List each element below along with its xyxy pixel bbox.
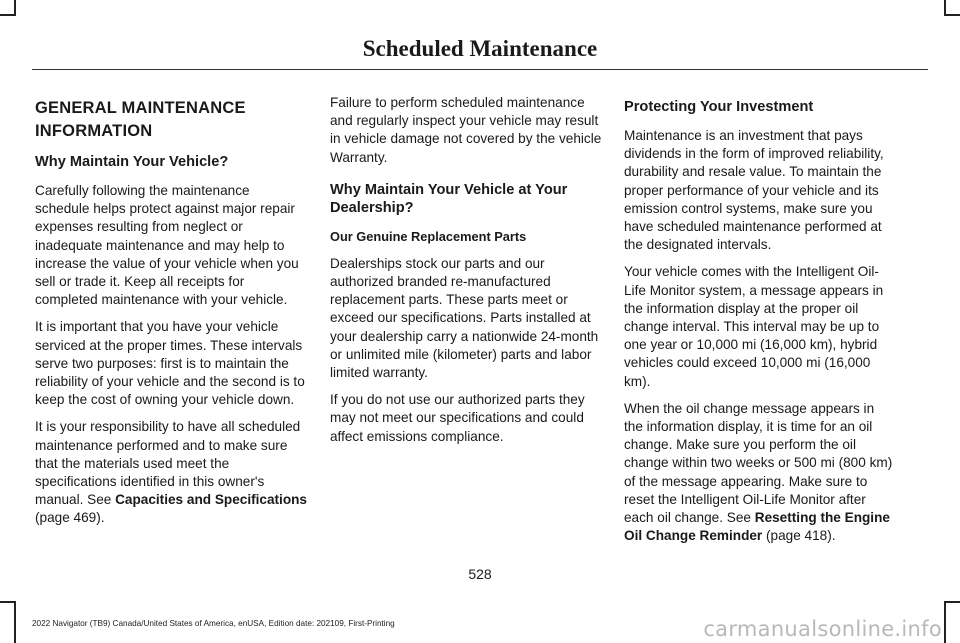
page-title: Scheduled Maintenance bbox=[362, 36, 598, 61]
paragraph: Maintenance is an investment that pays dividends in the form of improved reliability, durability and resale value. To maintain the proper performance of your vehicle and its emission control systems, make sure you have scheduled maintenance performed at the designated intervals. bbox=[624, 128, 884, 253]
paragraph: Your vehicle comes with the Intelligent Oil-Life Monitor system, a message appears in the information display at the proper oil change interval. This interval may be up to one year or 10,000 mi (16,000 km), hybrid vehicles could exceed 10,000 mi (16,000 km). bbox=[624, 264, 884, 389]
subheading-why-maintain: Why Maintain Your Vehicle? bbox=[35, 154, 229, 170]
subheading-genuine-parts: Our Genuine Replacement Parts bbox=[330, 228, 527, 244]
paragraph: Failure to perform scheduled maintenance and regularly inspect your vehicle may result in vehicle damage not covered by the vehicle Warranty. bbox=[330, 95, 602, 165]
page-number: 528 bbox=[468, 566, 492, 582]
column-3 bbox=[624, 94, 896, 554]
paragraph-text: It is your responsibility to have all scheduled maintenance performed and to make sure that the materials used meet the specifications identified in this owner's manual. See bbox=[35, 419, 301, 508]
paragraph bbox=[624, 400, 896, 546]
header-divider bbox=[32, 69, 928, 70]
subheading-protecting-investment: Protecting Your Investment bbox=[624, 99, 814, 115]
column-1 bbox=[35, 94, 307, 537]
section-heading-line-2: INFORMATION bbox=[35, 122, 153, 140]
section-heading-line-1: GENERAL MAINTENANCE bbox=[35, 99, 246, 117]
section-heading bbox=[35, 97, 307, 143]
crop-mark-top-left bbox=[0, 0, 16, 16]
footer-edition-info: 2022 Navigator (TB9) Canada/United States of America, enUSA, Edition date: 202109, First-Printing bbox=[32, 619, 395, 628]
crop-mark-bottom-right bbox=[944, 601, 960, 643]
paragraph: Dealerships stock our parts and our authorized branded re-manufactured replacement parts. These parts meet or exceed our specifications. Parts installed at your dealership carry a nationwide 24-month or unlimited mile (kilometer) parts and labor limited warranty. bbox=[330, 255, 599, 381]
paragraph: It is important that you have your vehicle serviced at the proper times. These intervals serve two purposes: first is to maintain the reliability of your vehicle and the second is to keep the cost of owning your vehicle down. bbox=[35, 319, 305, 408]
paragraph bbox=[35, 418, 307, 527]
column-2 bbox=[330, 94, 602, 455]
paragraph: Carefully following the maintenance schedule helps protect against major repair expenses resulting from neglect or inadequate maintenance and may help to increase the value of your vehicle when you sell or trade it. Keep all receipts for completed maintenance with your vehicle. bbox=[35, 183, 299, 308]
cross-reference-link[interactable]: Resetting the Engine Oil Change Reminder bbox=[624, 510, 890, 544]
paragraph: If you do not use our authorized parts they may not meet our specifications and could affect emissions compliance. bbox=[330, 392, 585, 444]
page-reference: (page 418). bbox=[762, 528, 836, 544]
crop-mark-bottom-left bbox=[0, 601, 16, 643]
subheading-dealership: Why Maintain Your Vehicle at Your Dealership? bbox=[330, 181, 568, 216]
paragraph-text: When the oil change message appears in the information display, it is time for an oil change. Make sure you perform the oil change within two weeks or 500 mi (800 km) of the message appearing. Make sure to reset the Intelligent Oil-Life Monitor after each oil change. See bbox=[624, 400, 893, 526]
page-reference: (page 469). bbox=[35, 510, 105, 526]
cross-reference-link[interactable]: Capacities and Specifications bbox=[115, 492, 307, 508]
crop-mark-top-right bbox=[944, 0, 960, 16]
watermark: carmanualsonline.info bbox=[703, 617, 942, 641]
